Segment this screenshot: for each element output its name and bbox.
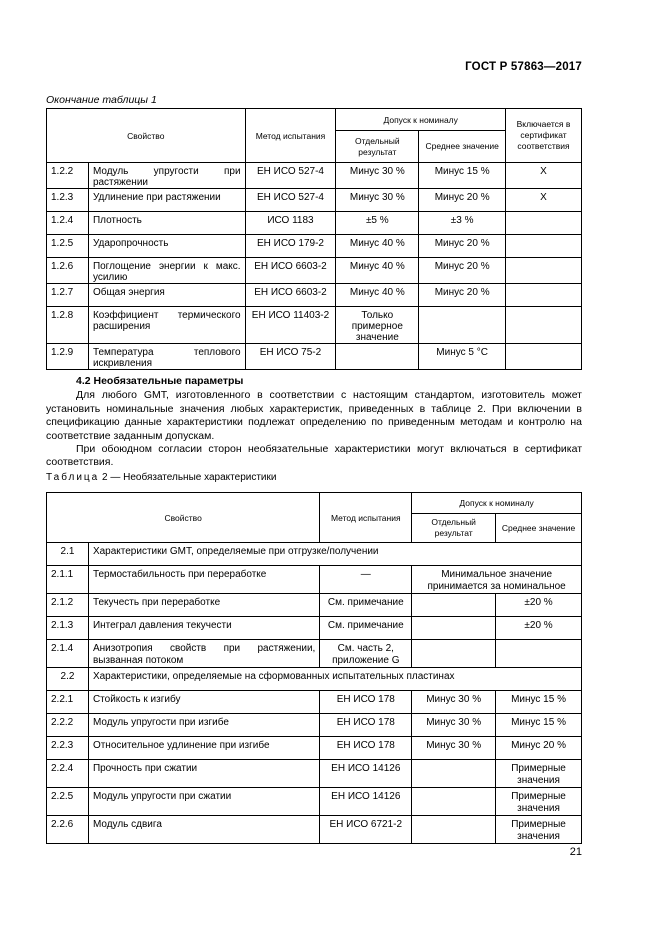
single-cell: ±5 %	[336, 212, 419, 235]
mean-cell: Примерные значения	[496, 816, 582, 844]
single-cell	[336, 344, 419, 370]
table-row	[47, 307, 582, 344]
table-row	[47, 189, 582, 212]
method-cell: ЕН ИСО 179-2	[245, 235, 336, 258]
method-cell: ЕН ИСО 527-4	[245, 163, 336, 189]
mean-cell: ±20 %	[496, 594, 582, 617]
mean-cell: Минус 15 %	[496, 714, 582, 737]
table-row	[47, 760, 582, 788]
certificate-cell: X	[506, 189, 582, 212]
table2-caption-title: 2 — Необязательные характеристики	[99, 472, 277, 483]
table1-caption: Окончание таблицы 1	[46, 94, 157, 106]
property-cell: Интеграл давления текучести	[88, 617, 319, 640]
single-cell	[412, 816, 496, 844]
t2-header-property: Свойство	[47, 493, 320, 543]
table-row	[47, 816, 582, 844]
table-row	[47, 258, 582, 284]
table-row	[47, 235, 582, 258]
single-cell: Минус 40 %	[336, 284, 419, 307]
method-cell: ЕН ИСО 178	[320, 714, 412, 737]
single-cell	[412, 760, 496, 788]
row-number: 1.2.7	[47, 284, 89, 307]
t2-header-method: Метод испытания	[320, 493, 412, 543]
property-cell: Модуль сдвига	[88, 816, 319, 844]
row-number: 1.2.4	[47, 212, 89, 235]
row-number: 1.2.5	[47, 235, 89, 258]
mean-cell	[496, 640, 582, 668]
property-cell: Модуль упругости при изгибе	[88, 714, 319, 737]
mean-cell: ±20 %	[496, 617, 582, 640]
row-number: 2.1.4	[47, 640, 89, 668]
method-cell: ЕН ИСО 6603-2	[245, 258, 336, 284]
method-cell: ЕН ИСО 178	[320, 691, 412, 714]
method-cell: ЕН ИСО 11403-2	[245, 307, 336, 344]
mean-cell: Минус 20 %	[419, 284, 506, 307]
mean-cell: Минус 5 °С	[419, 344, 506, 370]
property-cell: Относительное удлинение при изгибе	[88, 737, 319, 760]
table-row	[47, 594, 582, 617]
mean-cell: Минус 20 %	[419, 235, 506, 258]
method-cell: ЕН ИСО 6603-2	[245, 284, 336, 307]
certificate-cell	[506, 344, 582, 370]
single-cell	[412, 788, 496, 816]
page-number: 21	[569, 846, 582, 858]
single-cell: Минус 30 %	[336, 163, 419, 189]
table2-caption-word: Таблица	[46, 472, 100, 483]
table2	[46, 492, 582, 844]
table-row	[47, 737, 582, 760]
section-paragraph-1: Для любого GMT, изготовленного в соответствии с настоящим стандартом, изготовитель может установить номинальные значения любых характеристик, приведенных в таблице 2. При включении в спецификацию данные характеристики подлежат определению по приведенным методам и контролю на соответствие заданным допускам.	[46, 389, 582, 442]
property-cell: Удлинение при растяжении	[88, 189, 245, 212]
single-cell: Минус 30 %	[412, 691, 496, 714]
method-cell: См. примечание	[320, 594, 412, 617]
t1-header-method: Метод испытания	[245, 109, 336, 163]
method-cell: ЕН ИСО 527-4	[245, 189, 336, 212]
mean-cell: Минус 20 %	[419, 189, 506, 212]
section-optional-parameters	[46, 375, 582, 470]
single-cell: Минус 30 %	[412, 714, 496, 737]
single-cell	[412, 640, 496, 668]
row-number: 2.1	[47, 543, 89, 566]
row-number: 2.2.3	[47, 737, 89, 760]
table-row	[47, 344, 582, 370]
table-row	[47, 543, 582, 566]
certificate-cell	[506, 258, 582, 284]
property-cell: Ударопрочность	[88, 235, 245, 258]
property-cell: Прочность при сжатии	[88, 760, 319, 788]
t1-header-property: Свойство	[47, 109, 246, 163]
table-row	[47, 691, 582, 714]
row-number: 2.1.1	[47, 566, 89, 594]
t2-header-tolerance: Допуск к номиналу	[412, 493, 582, 514]
single-cell: Минус 30 %	[412, 737, 496, 760]
row-number: 1.2.3	[47, 189, 89, 212]
property-cell: Модуль упругости при растяжении	[88, 163, 245, 189]
mean-cell: Минус 15 %	[496, 691, 582, 714]
table-row	[47, 640, 582, 668]
mean-cell: Минус 20 %	[419, 258, 506, 284]
method-cell: ЕН ИСО 178	[320, 737, 412, 760]
group-heading-cell: Характеристики GMT, определяемые при отгрузке/получении	[88, 543, 581, 566]
property-cell: Модуль упругости при сжатии	[88, 788, 319, 816]
method-cell: ЕН ИСО 75-2	[245, 344, 336, 370]
merged-tolerance-cell: Минимальное значение принимается за номинальное	[412, 566, 582, 594]
certificate-cell	[506, 307, 582, 344]
mean-cell: Примерные значения	[496, 760, 582, 788]
mean-cell: Минус 20 %	[496, 737, 582, 760]
property-cell: Температура теплового искривления	[88, 344, 245, 370]
method-cell: См. часть 2, приложение G	[320, 640, 412, 668]
row-number: 1.2.6	[47, 258, 89, 284]
row-number: 2.2.2	[47, 714, 89, 737]
table-row	[47, 617, 582, 640]
t1-header-tolerance: Допуск к номиналу	[336, 109, 506, 131]
mean-cell: ±3 %	[419, 212, 506, 235]
row-number: 2.2	[47, 668, 89, 691]
single-cell: Минус 30 %	[336, 189, 419, 212]
row-number: 1.2.8	[47, 307, 89, 344]
t1-header-mean: Среднее значение	[419, 131, 506, 163]
method-cell: ЕН ИСО 6721-2	[320, 816, 412, 844]
method-cell: ИСО 1183	[245, 212, 336, 235]
row-number: 2.2.5	[47, 788, 89, 816]
single-cell: Минус 40 %	[336, 235, 419, 258]
single-cell: Минус 40 %	[336, 258, 419, 284]
t2-header-single: Отдельный результат	[412, 514, 496, 543]
table2-caption	[46, 472, 276, 483]
group-heading-cell: Характеристики, определяемые на сформованных испытательных пластинах	[88, 668, 581, 691]
table-row	[47, 284, 582, 307]
table1	[46, 108, 582, 370]
single-cell	[412, 617, 496, 640]
section-paragraph-2: При обоюдном согласии сторон необязательные характеристики могут включаться в сертификат соответствия.	[46, 443, 582, 469]
mean-cell: Минус 15 %	[419, 163, 506, 189]
certificate-cell	[506, 212, 582, 235]
document-id: ГОСТ Р 57863—2017	[465, 61, 582, 73]
t2-header-mean: Среднее значение	[496, 514, 582, 543]
property-cell: Стойкость к изгибу	[88, 691, 319, 714]
row-number: 2.2.1	[47, 691, 89, 714]
property-cell: Плотность	[88, 212, 245, 235]
row-number: 2.1.2	[47, 594, 89, 617]
property-cell: Термостабильность при переработке	[88, 566, 319, 594]
table-row	[47, 566, 582, 594]
method-cell: ЕН ИСО 14126	[320, 760, 412, 788]
method-cell: —	[320, 566, 412, 594]
method-cell: См. примечание	[320, 617, 412, 640]
property-cell: Коэффициент термического расширения	[88, 307, 245, 344]
mean-cell	[419, 307, 506, 344]
t1-header-single: Отдельный результат	[336, 131, 419, 163]
property-cell: Анизотропия свойств при растяжении, вызванная потоком	[88, 640, 319, 668]
property-cell: Поглощение энергии к макс. усилию	[88, 258, 245, 284]
certificate-cell	[506, 284, 582, 307]
row-number: 2.2.4	[47, 760, 89, 788]
certificate-cell	[506, 235, 582, 258]
single-cell	[412, 594, 496, 617]
certificate-cell: X	[506, 163, 582, 189]
row-number: 1.2.2	[47, 163, 89, 189]
table-row	[47, 788, 582, 816]
table-row	[47, 668, 582, 691]
table-row	[47, 212, 582, 235]
row-number: 1.2.9	[47, 344, 89, 370]
property-cell: Текучесть при переработке	[88, 594, 319, 617]
section-heading: 4.2 Необязательные параметры	[76, 375, 244, 387]
table-row	[47, 714, 582, 737]
method-cell: ЕН ИСО 14126	[320, 788, 412, 816]
property-cell: Общая энергия	[88, 284, 245, 307]
row-number: 2.1.3	[47, 617, 89, 640]
t1-header-certificate: Включается в сертификат соответствия	[506, 109, 582, 163]
mean-cell: Примерные значения	[496, 788, 582, 816]
table-row	[47, 163, 582, 189]
row-number: 2.2.6	[47, 816, 89, 844]
single-cell: Только примерное значение	[336, 307, 419, 344]
